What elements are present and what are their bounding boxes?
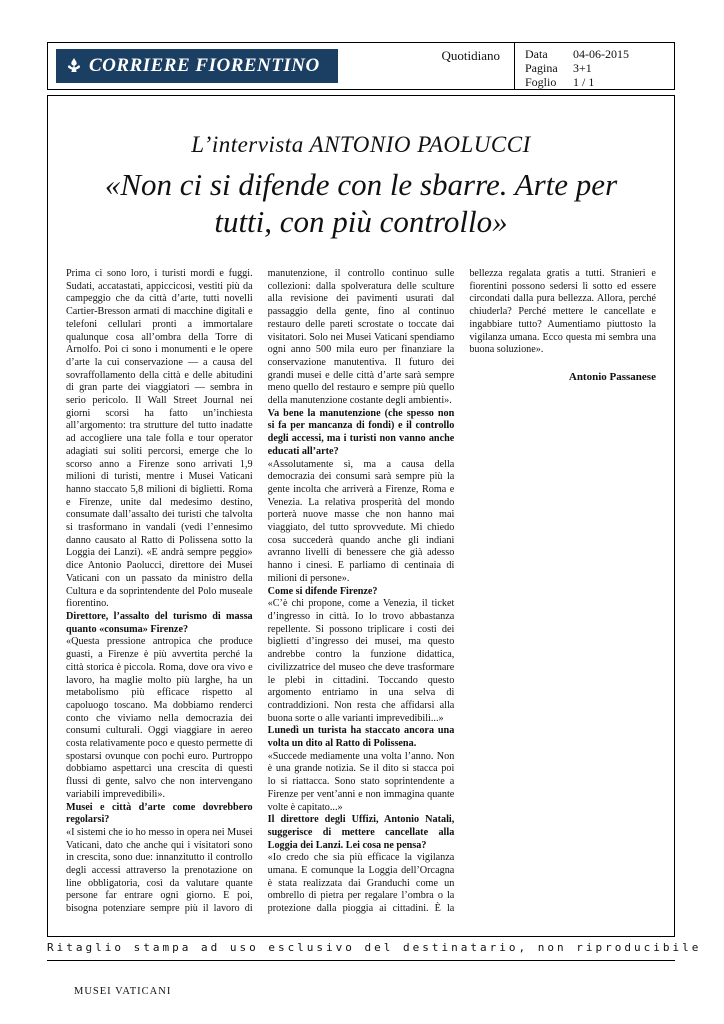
article-paragraph: «Questa pressione antropica che produce guasti, a Firenze è più avvertita perché la città storica è piccola. Roma, dove ora vivo e lavoro, ha maglie molto più larghe, ha un metabolismo più efficace rispetto al capoluogo toscano. Ma dobbiamo renderci conto che viviamo nella democrazia dei consumi culturali. Oggi viaggiare in aereo costa relativamente poco e questo permette di spostarsi ovunque con pochi euro. Purtroppo dobbiamo aspettarci una crescita di questi flussi di gente, salvo che non intervengano variabili imprevedibili». xyxy=(66,636,253,800)
publication-type-label: Quotidiano xyxy=(441,48,500,63)
article-paragraph: «Assolutamente sì, ma a causa della democrazia dei consumi sarà sempre più la gente incolta che arriverà a Firenze, Roma e Venezia. La relativa prosperità del mondo porterà nuove masse che non hanno mai viaggiato, del tutto sprovvedute. Mi chiedo cosa succederà quando anche gli indiani avranno livelli di benessere che già adesso hanno i cinesi. E parliamo di centinaia di milioni di persone». xyxy=(267,458,455,584)
meta-row-foglio xyxy=(525,75,674,89)
interview-question: Musei e città d’arte come dovrebbero regolarsi? xyxy=(66,801,253,826)
article-byline: Antonio Passanese xyxy=(568,370,656,383)
meta-row-pagina xyxy=(525,61,674,75)
article-kicker: L’intervista ANTONIO PAOLUCCI xyxy=(191,132,531,157)
ritaglio-disclaimer: Ritaglio stampa ad uso esclusivo del destinatario, non riproducibile xyxy=(47,941,675,961)
newspaper-logo-text: CORRIERE FIORENTINO xyxy=(89,55,320,76)
article-paragraph: «I sistemi che io ho messo in opera nei Musei Vaticani, dato che anche qui i visitatori sono in crescita, sono due: innanzitutto il controllo degli accessi attraverso la prenotazione on line obbligatoria, così da valutare quante persone far entrare ogni giorno. E poi, bisogna potenziare sempre più il lavoro di manutenzione, il controllo continuo sulle collezioni: dalla spolveratura delle sculture alla revisione dei pavimenti usurati dal passaggio della gente, fino al continuo restauro delle pareti scrostate o toccate dai visitatori. Solo nei Musei Vaticani spendiamo ogni anno 500 mila euro per finanziare la conservazione manutentiva. Il futuro dei grandi musei e delle città d’arte sarà sempre meno quello del restauro e sempre più quello della manutenzione costante degli ambienti». xyxy=(66,268,455,915)
article-paragraph: «C’è chi propone, come a Venezia, il ticket d’ingresso in città. Io lo trovo abbastanza repellente. Si possono triplicare i costi dei biglietti d’ingresso dei musei, ma questo andrebbe contro la funzione didattica, civilizzatrice del museo che deve trasformare le plebi in cittadini. Toccando questo argomento entriamo in una selva di contraddizioni. Non resta che affidarsi alla buona sorte o alle varianti imprevedibili...» xyxy=(267,598,455,724)
interview-question: Va bene la manutenzione (che spesso non si fa per mancanza di fondi) e il controllo degli accessi, ma i turisti non vanno anche educati all’arte? xyxy=(267,407,455,457)
clipping-meta xyxy=(514,43,674,89)
interview-question: Direttore, l’assalto del turismo di massa quanto «consuma» Firenze? xyxy=(66,610,253,635)
florence-lily-icon xyxy=(66,55,82,77)
article-columns xyxy=(66,268,656,916)
clipping-header xyxy=(47,42,675,90)
article-paragraph: Prima ci sono loro, i turisti mordi e fuggi. Sudati, accatastati, appiccicosi, vestiti più da campeggio che da città d’arte, tutti novelli Cartier-Bresson armati di macchine digitali e telefoni cellulari pronti a immortalare qualunque cosa all’ombra della Torre di Arnolfo. Poi ci sono i monumenti e le opere d’arte la cui conservazione — a causa del sovraffollamento della città e delle abitudini di gran parte dei viaggiatori — sembra in serio pericolo. Il Wall Street Journal nei giorni scorsi ha fatto un’inchiesta all’argomento: tra strutture del tutto inadatte ad accogliere una tale folla e tour operator adagiati sui soliti percorsi, emerge che lo scorso anno a Firenze sono arrivati 1,9 milioni di turisti, mentre i Musei Vaticani hanno staccato 5,8 milioni di biglietti. Roma e Firenze, unite dal medesimo destino, consumate dall’assalto dei turisti che talvolta si trasformano in vandali (vedi l’ennesimo danno causato al Ratto di Polissena sotto la Loggia dei Lanzi). «E andrà sempre peggio» dice Antonio Paolucci, direttore dei Musei Vaticani con un passato da ministro della Cultura e da soprintendente del Polo museale fiorentino. xyxy=(66,268,253,610)
article-paragraph: «Io credo che sia più efficace la vigilanza umana. E comunque la Loggia dell’Orcagna è stata realizzata dai Granduchi come un ombrello di pietra per regalare l’ombra o la protezione dalla pioggia ai cittadini. È la bellezza regalata gratis a tutti. Stranieri e fiorentini possono sedersi lì sotto ed essere circondati dalla pura bellezza. Allora, perché chiuderla? Perché mettere le cancellate e ingabbiare tutto? Aumentiamo piuttosto la vigilanza umana. Ecco questa mi sembra una buona soluzione». xyxy=(267,268,656,915)
meta-foglio-value: 1 / 1 xyxy=(573,75,595,89)
article-box xyxy=(47,95,675,937)
interview-question: Il direttore degli Uffizi, Antonio Natali, suggerisce di mettere cancellate alla Loggia dei Lanzi. Lei cosa ne pensa? xyxy=(267,814,455,851)
meta-row-data xyxy=(525,47,674,61)
meta-data-label: Data xyxy=(525,47,548,61)
article-paragraph: «Succede mediamente una volta l’anno. Non è una grande notizia. Se il dito si stacca poi lo si riattacca. Sono stato soprintendente a Firenze per vent’anni e non immagina quante volte è capitato...» xyxy=(267,750,455,813)
meta-pagina-value: 3+1 xyxy=(573,61,592,75)
newspaper-logo xyxy=(56,49,338,83)
meta-data-value: 04-06-2015 xyxy=(573,47,629,61)
interview-question: Lunedì un turista ha staccato ancora una volta un dito al Ratto di Polissena. xyxy=(267,725,455,750)
client-tag: MUSEI VATICANI xyxy=(74,986,172,997)
article-headline: «Non ci si difende con le sbarre. Arte per tutti, con più controllo» xyxy=(104,167,618,239)
interview-question: Come si difende Firenze? xyxy=(267,585,378,597)
meta-foglio-label: Foglio xyxy=(525,75,557,89)
meta-pagina-label: Pagina xyxy=(525,61,558,75)
